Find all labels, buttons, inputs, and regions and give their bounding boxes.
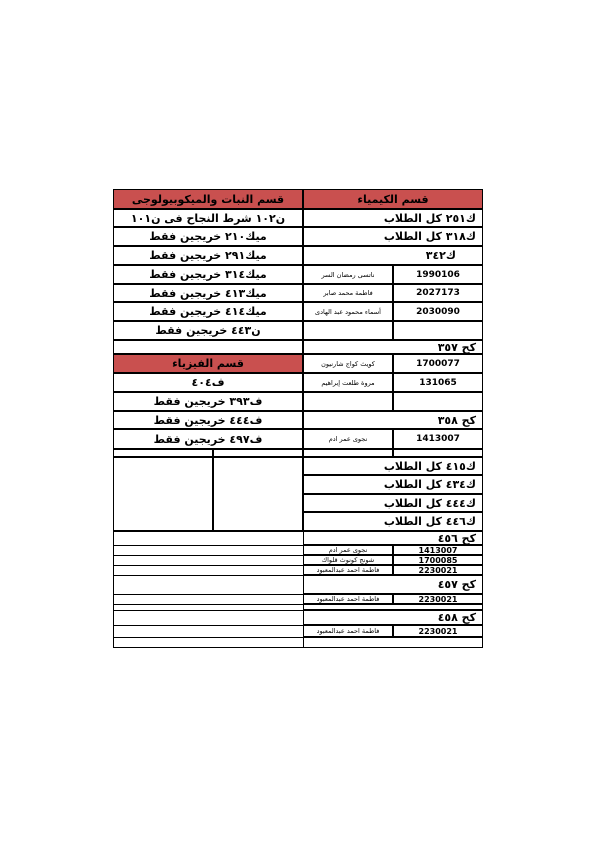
student-id: 1413007 bbox=[393, 545, 483, 555]
empty-cell bbox=[303, 321, 393, 340]
header-chemistry: قسم الكيمياء bbox=[303, 189, 483, 209]
student-id: 1990106 bbox=[393, 265, 483, 284]
student-id: 1413007 bbox=[393, 429, 483, 449]
course-kch358: كح ٣٥٨ bbox=[303, 411, 483, 429]
student-id: 1700085 bbox=[393, 555, 483, 565]
empty-cell bbox=[303, 637, 483, 648]
row-line bbox=[113, 555, 303, 556]
chem-row: ك٤١٥ كل الطلاب bbox=[303, 457, 483, 475]
student-id: 1700077 bbox=[393, 354, 483, 373]
student-name: أسماء محمود عبد الهادى bbox=[303, 302, 393, 321]
physics-row: ف٤٤٤ خريجين فقط bbox=[113, 411, 303, 429]
student-name: فاطمة محمد صابر bbox=[303, 284, 393, 302]
row-line bbox=[113, 610, 303, 611]
course-kch456: كح ٤٥٦ bbox=[303, 531, 483, 545]
student-name: فاطمة احمد عبدالمعبود bbox=[303, 625, 393, 637]
header-physics: قسم الفيزياء bbox=[113, 354, 303, 373]
physics-row: ف٤٩٧ خريجين فقط bbox=[113, 429, 303, 449]
left-row: ميك٤١٣ خريجين فقط bbox=[113, 284, 303, 302]
physics-row: ف٤٠٤ bbox=[113, 373, 303, 392]
student-id: 2230021 bbox=[393, 565, 483, 575]
student-id: 2230021 bbox=[393, 594, 483, 604]
student-name: ناتسى رمضان السر bbox=[303, 265, 393, 284]
course-kch458: كح ٤٥٨ bbox=[303, 610, 483, 625]
left-row: ميك٢١٠ خريجين فقط bbox=[113, 227, 303, 246]
physics-row: ف٣٩٣ خريجين فقط bbox=[113, 392, 303, 411]
empty-cell bbox=[393, 321, 483, 340]
empty-cell bbox=[113, 457, 213, 531]
empty-cell bbox=[393, 449, 483, 457]
student-id: 2230021 bbox=[393, 625, 483, 637]
empty-cell bbox=[113, 340, 303, 354]
course-table bbox=[113, 189, 483, 648]
row-line bbox=[113, 637, 303, 638]
empty-cell bbox=[213, 457, 303, 531]
course-kch357: كح ٣٥٧ bbox=[303, 340, 483, 354]
left-row: ن٤٤٣ خريجين فقط bbox=[113, 321, 303, 340]
chem-row: ك٢٥١ كل الطلاب bbox=[303, 209, 483, 227]
chem-row: ك٤٣٤ كل الطلاب bbox=[303, 475, 483, 494]
row-line bbox=[113, 625, 303, 626]
student-id: 2027173 bbox=[393, 284, 483, 302]
empty-cell bbox=[303, 449, 393, 457]
student-name: نجوى عمر ادم bbox=[303, 429, 393, 449]
chem-row: ك٣١٨ كل الطلاب bbox=[303, 227, 483, 246]
chem-row: ك٤٤٦ كل الطلاب bbox=[303, 512, 483, 531]
empty-cell bbox=[303, 392, 393, 411]
chem-row: ك٤٤٤ كل الطلاب bbox=[303, 494, 483, 512]
student-name: فاطمة احمد عبدالمعبود bbox=[303, 565, 393, 575]
row-line bbox=[113, 545, 303, 546]
student-name: كويث كواج شارنيون bbox=[303, 354, 393, 373]
left-row: ن١٠٢ شرط النجاح فى ن١٠١ bbox=[113, 209, 303, 227]
chem-row: ك٣٤٢ bbox=[303, 246, 483, 265]
empty-cell bbox=[393, 392, 483, 411]
student-name: مروة طلعت إبراهيم bbox=[303, 373, 393, 392]
left-row: ميك٢٩١ خريجين فقط bbox=[113, 246, 303, 265]
header-plant-micro: قسم النبات والميكوبيولوجى bbox=[113, 189, 303, 209]
row-line bbox=[113, 575, 303, 576]
empty-block bbox=[113, 531, 303, 648]
left-row: ميك٤١٤ خريجين فقط bbox=[113, 302, 303, 321]
student-name: شونج كونوث قلواك bbox=[303, 555, 393, 565]
student-id: 2030090 bbox=[393, 302, 483, 321]
student-name: فاطمة احمد عبدالمعبود bbox=[303, 594, 393, 604]
course-kch457: كح ٤٥٧ bbox=[303, 575, 483, 594]
empty-cell bbox=[213, 449, 303, 457]
empty-cell bbox=[113, 449, 213, 457]
left-row: ميك٣١٤ خريجين فقط bbox=[113, 265, 303, 284]
student-name: نجوى عمر ادم bbox=[303, 545, 393, 555]
row-line bbox=[113, 604, 303, 605]
row-line bbox=[113, 565, 303, 566]
row-line bbox=[113, 594, 303, 595]
student-id: 131065 bbox=[393, 373, 483, 392]
